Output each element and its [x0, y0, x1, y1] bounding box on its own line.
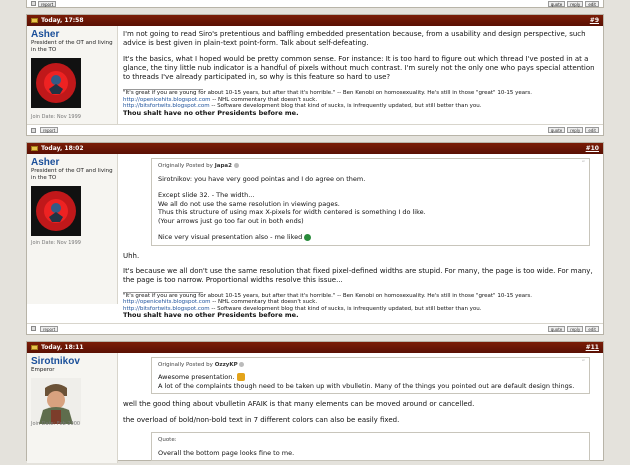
user-sidebar [27, 26, 118, 124]
post-paragraph: I'm not going to read Siro's pretentious and baffling embedded presentation because, from a usability and design perspective, such advice is best given in plain-text point-form. Talk about self-defeating. [123, 30, 598, 48]
sig-text: -- Software development blog that kind of sucks, is infrequently updated, but still better than you. [210, 103, 482, 109]
signature [123, 90, 598, 116]
signature [123, 293, 598, 319]
quote-button[interactable]: quote [548, 127, 566, 133]
user-title: Emperor [31, 367, 113, 374]
quote-prefix: Originally Posted by [158, 362, 213, 368]
quote-line: Thus this structure of using max X-pixels for width centered is something I do like. [158, 208, 583, 217]
post-content [118, 353, 603, 465]
post-header [27, 143, 603, 154]
view-post-icon[interactable] [234, 163, 239, 168]
quote-block-2 [151, 432, 590, 461]
post-number-link[interactable]: #9 [590, 17, 599, 24]
edit-button[interactable]: edit [585, 127, 599, 133]
post-header [27, 15, 603, 26]
sig-line: "It's great if you are young for about 10-15 years, but after that it's horrible." -- Ben Kenobi on homosexuality. He's still in those "great" 10-15 years. [123, 90, 598, 97]
post-content [118, 154, 603, 323]
user-sidebar [27, 353, 118, 463]
quote-block [151, 357, 590, 395]
post-10 [26, 142, 604, 335]
quote-line: Except slide 32. - The width... [158, 191, 583, 200]
username-link[interactable]: Asher [31, 157, 113, 168]
quote-line: A lot of the complaints though need to be taken up with vbulletin. Many of the things you pointed out are default design things. [158, 382, 583, 391]
folder-icon [31, 345, 38, 350]
view-post-icon[interactable] [239, 362, 244, 367]
post-header [27, 342, 603, 353]
quote-mark-icon: ” [582, 359, 585, 368]
quote-line: Nice very visual presentation also - me liked [158, 233, 302, 241]
post-11 [26, 341, 604, 461]
quote-block [151, 158, 590, 246]
quote-line: Awesome presentation. [158, 373, 234, 381]
sig-text: -- Software development blog that kind of sucks, is infrequently updated, but still better than you. [210, 306, 482, 312]
user-title: President of the OT and living in the TO [31, 40, 113, 54]
user-title: President of the OT and living in the TO [31, 168, 113, 182]
quote-header [158, 361, 583, 370]
previous-post-footer [26, 0, 604, 8]
report-button[interactable]: report [38, 1, 56, 7]
post-paragraph: It's because we all don't use the same resolution that fixed pixel-defined widths are stupid. For many, the page is too wide. For many, the page is too narrow. Proportional widths resolve this issue... [123, 267, 598, 285]
username-link[interactable]: Asher [31, 29, 113, 40]
join-date: Join Date: Feb 2000 [31, 421, 80, 427]
post-content [118, 26, 603, 124]
post-paragraph: It's the basics, what I hoped would be pretty common sense. For instance: It is too hard to figure out which thread I've posted in at a glance, the tiny little nub indicator is a handful of pixels without much contrast. I'm surely not the only one who pays special attention to threads I've already participated in, so why is this feature so hard to use? [123, 55, 598, 82]
quote-button[interactable]: quote [548, 1, 566, 7]
post-footer [27, 323, 603, 334]
sig-text: -- NHL commentary that doesn't suck. [211, 299, 318, 305]
quote-author[interactable]: OzzyKP [215, 362, 238, 368]
report-icon[interactable] [31, 1, 36, 6]
post-paragraph: Uhh. [123, 252, 598, 261]
sig-text: -- NHL commentary that doesn't suck. [211, 97, 318, 103]
sig-link[interactable]: http://openicehits.blogspot.com [123, 299, 211, 305]
quote-line [158, 225, 583, 233]
folder-icon [31, 18, 38, 23]
avatar[interactable] [31, 58, 81, 108]
report-icon[interactable] [31, 128, 36, 133]
sig-motto: Thou shalt have no other Presidents before me. [123, 110, 598, 117]
sig-link[interactable]: http://bitsfortwits.blogspot.com [123, 103, 210, 109]
user-sidebar [27, 154, 118, 304]
avatar[interactable] [31, 378, 81, 424]
quote-line [158, 183, 583, 191]
quote-line: We all do not use the same resolution in viewing pages. [158, 200, 583, 209]
post-footer [27, 124, 603, 135]
edit-button[interactable]: edit [585, 1, 599, 7]
folder-icon [31, 146, 38, 151]
post-number-link[interactable]: #11 [586, 344, 599, 351]
post-date: Today, 17:58 [41, 17, 84, 24]
quote-author[interactable]: Japa2 [215, 163, 232, 169]
quote-header [158, 162, 583, 171]
post-paragraph: the overload of bold/non-bold text in 7 different colors can also be easily fixed. [123, 416, 598, 425]
post-9 [26, 14, 604, 136]
thumbs-up-icon [237, 373, 245, 381]
report-button[interactable]: report [40, 326, 58, 332]
sig-link[interactable]: http://openicehits.blogspot.com [123, 97, 211, 103]
quote-line: Overall the bottom page looks fine to me. [158, 449, 583, 458]
report-button[interactable]: report [40, 127, 58, 133]
quote-button[interactable]: quote [548, 326, 566, 332]
post-paragraph: well the good thing about vbulletin AFAIK is that many elements can be moved around or cancelled. [123, 400, 598, 409]
post-number-link[interactable]: #10 [586, 145, 599, 152]
username-link[interactable]: Sirotnikov [31, 356, 113, 367]
quote-line: Sirotnikov: you have very good pointas and I do agree on them. [158, 175, 583, 184]
reply-button[interactable]: reply [567, 1, 583, 7]
sig-line: "It's great if you are young for about 10-15 years, but after that it's horrible." -- Ben Kenobi on homosexuality. He's still in those "great" 10-15 years. [123, 293, 598, 300]
quote-prefix: Originally Posted by [158, 163, 213, 169]
reply-button[interactable]: reply [567, 326, 583, 332]
quote-line: (Your arrows just go too far out in both ends) [158, 217, 583, 226]
sig-motto: Thou shalt have no other Presidents before me. [123, 312, 598, 319]
quote-header: Quote: [158, 436, 583, 445]
reply-button[interactable]: reply [567, 127, 583, 133]
report-icon[interactable] [31, 326, 36, 331]
edit-button[interactable]: edit [585, 326, 599, 332]
avatar[interactable] [31, 186, 81, 236]
smiley-icon [304, 234, 311, 241]
post-date: Today, 18:11 [41, 344, 84, 351]
join-date: Join Date: Nov 1999 [31, 240, 81, 246]
thread-container [26, 0, 604, 461]
quote-mark-icon: ” [582, 160, 585, 169]
sig-link[interactable]: http://bitsfortwits.blogspot.com [123, 306, 210, 312]
post-date: Today, 18:02 [41, 145, 84, 152]
join-date: Join Date: Nov 1999 [31, 114, 81, 120]
